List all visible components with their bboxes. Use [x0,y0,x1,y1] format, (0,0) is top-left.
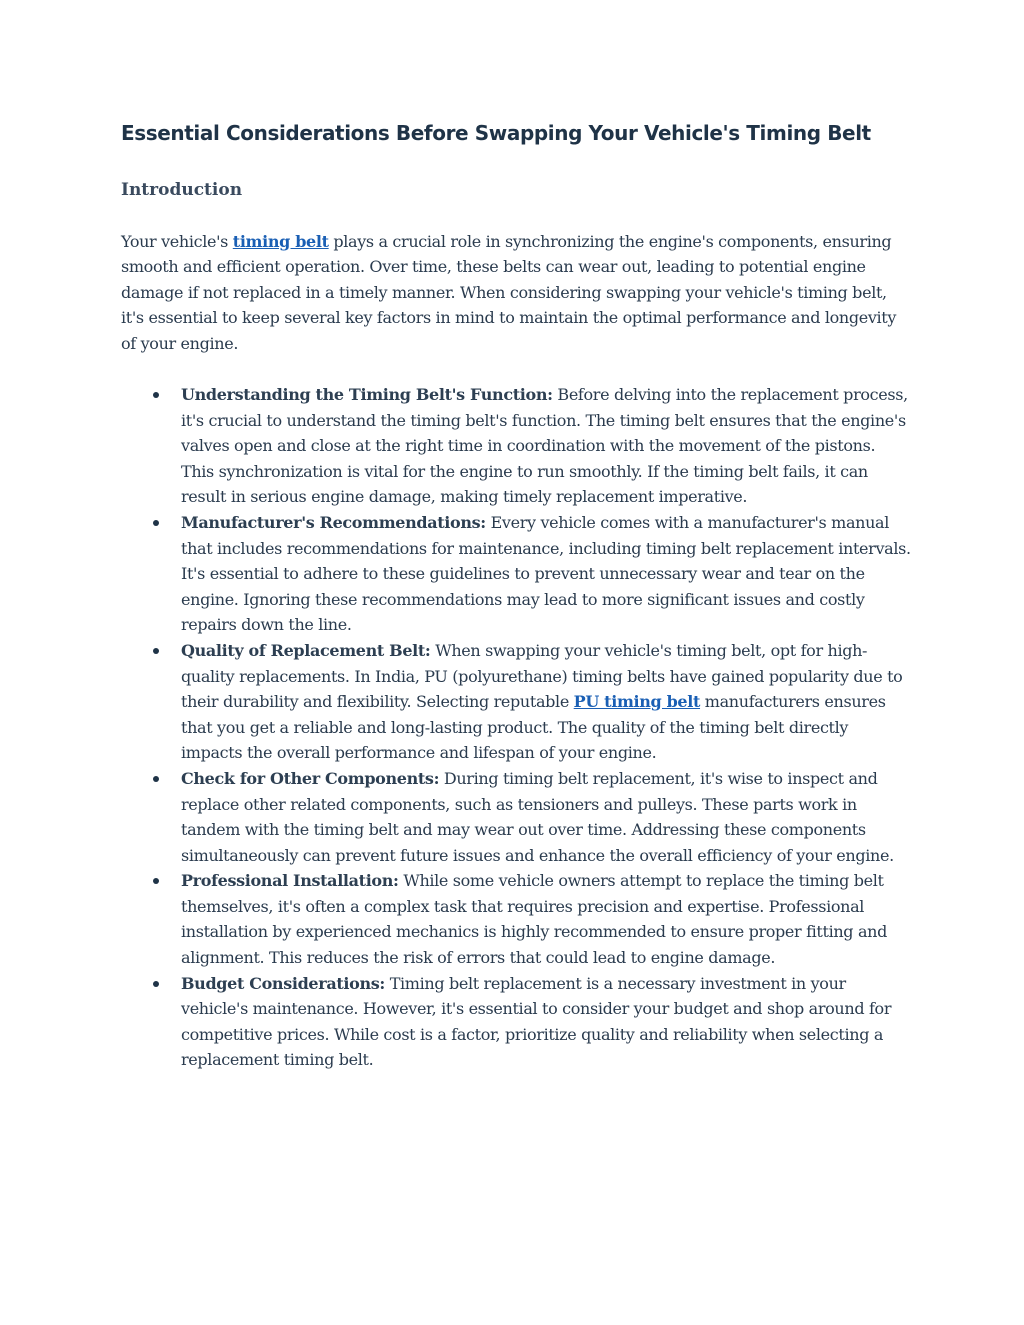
list-item-title: Budget Considerations: [181,973,385,993]
list-item-title: Professional Installation: [181,871,399,891]
list-item-text: While some vehicle owners attempt to replace the timing belt themselves, it's often a complex task that requires precision and expertise. Professional installation by experienced mechanics is highly recommended to ensure proper fitting and alignment. This reduces the risk of errors that could lead to engine damage. [181,871,887,968]
list-item [121,971,911,1073]
list-item [121,510,911,638]
list-item [121,766,911,868]
list-item-title: Quality of Replacement Belt: [181,640,431,660]
bullet-icon [153,392,159,398]
intro-paragraph [121,229,911,356]
list-item-text-after-link: manufacturers ensures that you get a reliable and long-lasting product. The quality of the timing belt directly impacts the overall performance and lifespan of your engine. [181,692,886,763]
list-item [121,868,911,970]
list-item [121,638,911,766]
intro-text-before-link: Your vehicle's [121,232,233,251]
list-item-text: Every vehicle comes with a manufacturer's manual that includes recommendations for maintenance, including timing belt replacement intervals. It's essential to adhere to these guidelines to prevent unnecessary wear and tear on the engine. Ignoring these recommendations may lead to more significant issues and costly repairs down the line. [181,512,911,635]
list-item-title: Understanding the Timing Belt's Function: [181,385,553,404]
list-item [121,382,911,510]
bullet-icon [153,776,159,782]
bullet-icon [153,648,159,654]
document-title: Essential Considerations Before Swapping Your Vehicle's Timing Belt [121,121,871,145]
timing-belt-link[interactable]: timing belt [232,232,329,251]
list-item-title: Manufacturer's Recommendations: [181,512,486,532]
list-item-text: Timing belt replacement is a necessary investment in your vehicle's maintenance. However, it's essential to consider your budget and shop around for competitive prices. While cost is a factor, prioritize quality and reliability when selecting a replacement timing belt. [181,973,892,1070]
list-item-text: When swapping your vehicle's timing belt, opt for high-quality replacements. In India, PU (polyurethane) timing belts have gained popularity due to their durability and flexibility. Selecting reputable [181,640,903,712]
bullet-icon [153,981,159,987]
intro-heading: Introduction [121,180,243,200]
list-item-title: Check for Other Components: [181,768,440,788]
bullet-icon [153,520,159,526]
list-item-text: Before delving into the replacement process, it's crucial to understand the timing belt's function. The timing belt ensures that the engine's valves open and close at the right time in coordination with the movement of the pistons. This synchronization is vital for the engine to run smoothly. If the timing belt fails, it can result in serious engine damage, making timely replacement imperative. [181,385,908,507]
intro-text-after-link: plays a crucial role in synchronizing the engine's components, ensuring smooth and efficient operation. Over time, these belts can wear out, leading to potential engine damage if not replaced in a timely manner. When considering swapping your vehicle's timing belt, it's essential to keep several key factors in mind to maintain the optimal performance and longevity of your engine. [121,232,897,353]
considerations-list [121,382,911,1073]
bullet-icon [153,878,159,884]
pu-timing-belt-link[interactable]: PU timing belt [573,692,701,712]
list-item-text: During timing belt replacement, it's wise to inspect and replace other related components, such as tensioners and pulleys. These parts work in tandem with the timing belt and may wear out over time. Addressing these components simultaneously can prevent future issues and enhance the overall efficiency of your engine. [181,768,894,865]
